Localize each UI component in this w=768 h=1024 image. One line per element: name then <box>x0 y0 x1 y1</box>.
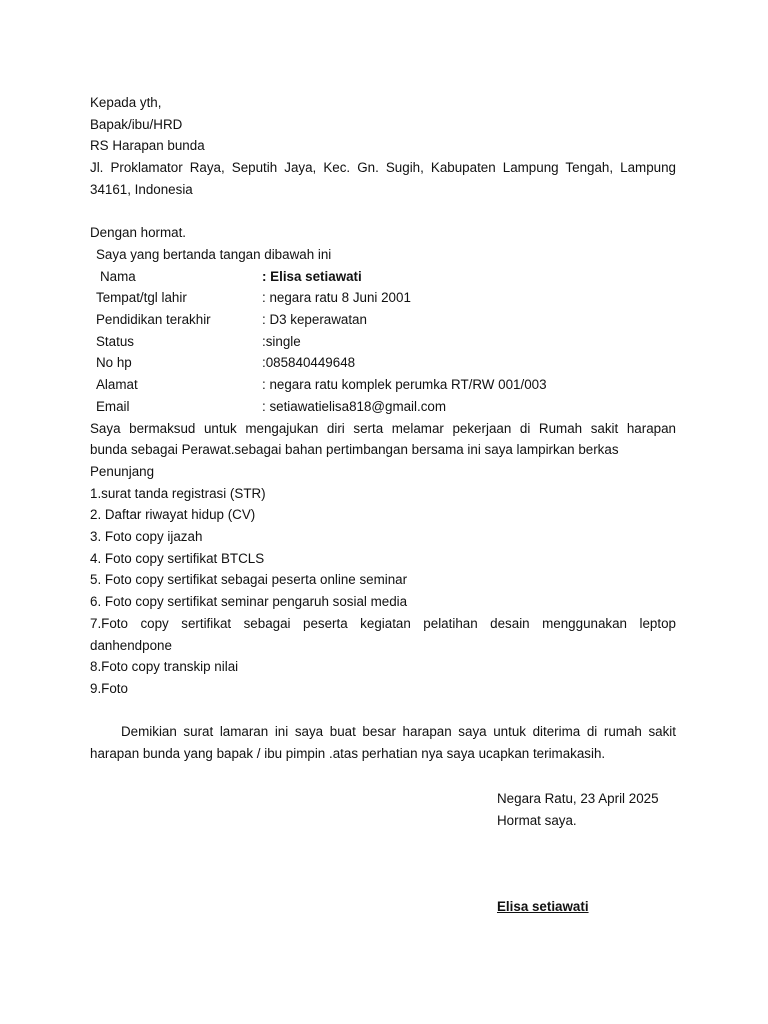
identity-label: Status <box>96 333 134 349</box>
recipient-line-1: Kepada yth, <box>90 95 162 110</box>
identity-row-birth <box>90 287 676 309</box>
identity-row-status <box>90 331 676 353</box>
body-line-3: Penunjang <box>90 463 155 479</box>
identity-value: : setiawatielisa818@gmail.com <box>262 398 447 414</box>
list-item: 6. Foto copy sertifikat seminar pengaruh sosial media <box>90 594 408 610</box>
list-item: 8.Foto copy transkip nilai <box>90 659 239 675</box>
identity-label: Tempat/tgl lahir <box>96 290 187 306</box>
identity-value: :single <box>262 333 301 349</box>
list-item: 2. Daftar riwayat hidup (CV) <box>90 507 256 523</box>
identity-label: Alamat <box>96 377 138 393</box>
list-item: 7.Foto copy sertifikat sebagai peserta kegiatan pelatihan desain menggunakan leptop <box>90 615 676 631</box>
identity-value: : negara ratu 8 Juni 2001 <box>262 290 411 306</box>
body-line-2: bunda sebagai Perawat.sebagai bahan pertimbangan bersama ini saya lampirkan berkas <box>90 442 619 458</box>
identity-row-phone <box>90 352 676 374</box>
list-item: 9.Foto <box>90 680 128 696</box>
list-item: 1.surat tanda registrasi (STR) <box>90 485 266 501</box>
recipient-address-line-2: 34161, Indonesia <box>90 181 193 197</box>
identity-label: Email <box>96 398 130 414</box>
signature-block <box>497 788 659 831</box>
spacer <box>90 700 676 722</box>
closing-line-1: Demikian surat lamaran ini saya buat besar harapan saya untuk diterima di rumah sakit <box>121 724 676 740</box>
identity-label: Nama <box>100 268 136 284</box>
recipient-line-3: RS Harapan bunda <box>90 138 205 154</box>
body-line-1: Saya bermaksud untuk mengajukan diri serta melamar pekerjaan di Rumah sakit harapan <box>90 420 676 436</box>
spacer <box>90 201 676 223</box>
identity-value: :085840449648 <box>262 355 356 371</box>
identity-table <box>90 266 676 418</box>
identity-row-name <box>90 266 676 288</box>
signature-name: Elisa setiawati <box>497 899 589 914</box>
identity-row-address <box>90 374 676 396</box>
list-item: 4. Foto copy sertifikat BTCLS <box>90 550 265 566</box>
list-item: danhendpone <box>90 637 172 653</box>
recipient-line-2: Bapak/ibu/HRD <box>90 116 183 132</box>
place-date: Negara Ratu, 23 April 2025 <box>497 791 659 806</box>
identity-label: Pendidikan terakhir <box>96 312 211 328</box>
identity-row-email <box>90 396 676 418</box>
identity-value: : Elisa setiawati <box>262 268 362 284</box>
letter-body <box>90 92 676 765</box>
recipient-address-line-1: Jl. Proklamator Raya, Seputih Jaya, Kec. Gn. Sugih, Kabupaten Lampung Tengah, Lampung <box>90 160 676 176</box>
identity-label: No hp <box>96 355 132 371</box>
list-item: 5. Foto copy sertifikat sebagai peserta online seminar <box>90 572 408 588</box>
list-item: 3. Foto copy ijazah <box>90 529 203 545</box>
attachment-list <box>90 483 676 700</box>
identity-value: : D3 keperawatan <box>262 312 367 328</box>
closing-line-2: harapan bunda yang bapak / ibu pimpin .atas perhatian nya saya ucapkan terimakasih. <box>90 746 606 762</box>
greeting: Dengan hormat. <box>90 225 187 241</box>
salutation: Hormat saya. <box>497 812 577 828</box>
intro-line: Saya yang bertanda tangan dibawah ini <box>96 246 332 262</box>
identity-value: : negara ratu komplek perumka RT/RW 001/003 <box>262 377 547 393</box>
identity-row-education <box>90 309 676 331</box>
